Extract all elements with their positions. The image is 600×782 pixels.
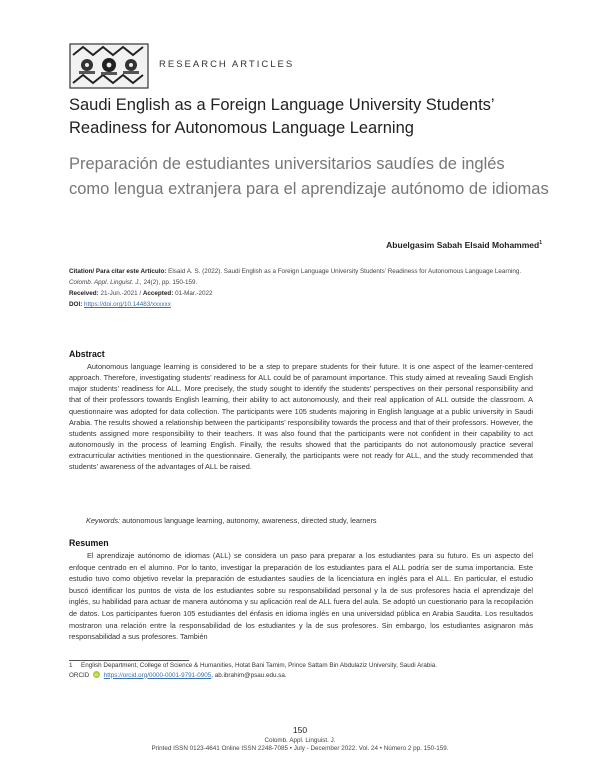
keywords-list: autonomous language learning, autonomy, awareness, directed study, learners: [122, 516, 377, 525]
keywords-line: [86, 516, 377, 525]
resumen-text: El aprendizaje autónomo de idiomas (ALL) se considera un paso para preparar a los estudiantes para su futuro. Es un aspecto del enfoque centrado en el alumno. Por lo tanto, investigar la preparación de los estudiantes para el ALL podría ser de suma importancia. Este estudio tuvo como objetivo revelar la preparación de estudiantes saudíes de la licenciatura en inglés para el ALL. En particular, el estudio buscó identificar los puntos de vista de los estudiantes sobre su responsabilidad personal y la de sus profesores hacia el aprendizaje del inglés, su habilidad para actuar de manera autónoma y su aplicación real de ALL fuera del aula. Se adoptó un cuestionario para la recopilación de datos. Los participantes fueron 105 estudiantes del énfasis en idioma inglés en una universidad pública en Arabia Saudita. Los resultados mostraron una relación entre la responsabilidad de los estudiantes y la de sus profesores. Sin embargo, los estudiantes asignaron más responsabilidad a sus profesores. También: [69, 551, 533, 642]
doi-label: DOI:: [69, 301, 83, 308]
page-number: 150: [292, 725, 308, 735]
resumen-heading: Resumen: [69, 538, 109, 548]
footnote: [69, 661, 549, 680]
orcid-icon: iD: [94, 672, 99, 678]
footnote-affiliation: English Department, College of Science & Humanities, Hotat Bani Tamim, Prince Sattam Bin Abdulaziz University, Saudi Arabia.: [81, 662, 438, 669]
abstract-text: Autonomous language learning is considered to be a step to prepare students for their future. It is one aspect of the learner-centered approach. Therefore, investigating students’ readiness for ALL could be of paramount importance. This study aimed at revealing Saudi English major students’ readiness for ALL. More precisely, the study sought to identify the students’ perspectives on their personal responsibility and that of their professors towards English learning, their ability to act autonomously, and their real application of ALL outside the classroom. A questionnaire was adopted for data collection. The participants were 105 students majoring in English language at a public university in Saudi Arabia. The results showed a relationship between the participants’ responsibility towards the process and that of their professors. However, the students assigned more responsibility to their teachers. It was also found that the participants were not confident in their capability to act autonomously in the process of learning English. Finally, the results showed that the participants do not autonomously practice several extracurricular activities mentioned in the questionnaire. Generally, the participants were not ready for ALL, and the study recommended that students’ awareness of the advantages of ALL be raised.: [69, 362, 533, 472]
author-email: , ab.ibrahim@psau.edu.sa.: [211, 671, 287, 679]
keywords-label: Keywords:: [86, 516, 121, 525]
footnote-number: 1: [69, 662, 73, 669]
footnote-affiliation-line: [69, 661, 549, 671]
article-metadata: [69, 266, 539, 310]
citation-journal: Colomb. Appl. Linguist. J.,: [69, 279, 142, 286]
accepted-date: 01-Mar.-2022: [175, 290, 213, 297]
citation-text: Elsaid A. S. (2022). Saudi English as a Foreign Language University Students’ Readiness for Autonomous Language Learning.: [168, 268, 522, 275]
abstract-heading: Abstract: [69, 349, 105, 359]
citation-continuation: [69, 277, 539, 288]
received-date: 21-Jun.-2021: [100, 290, 138, 297]
journal-logo-icon: [69, 43, 149, 89]
citation-line: [69, 266, 539, 277]
doi-line: [69, 299, 539, 310]
citation-label: Citation/ Para citar este Artículo:: [69, 268, 167, 275]
footnote-orcid-line: [69, 671, 549, 681]
article-title-english: Saudi English as a Foreign Language University Students’ Readiness for Autonomous Language Learning: [69, 96, 494, 137]
citation-issue: 24(2), pp. 150-159.: [143, 279, 198, 286]
doi-link[interactable]: https://doi.org/10.14483/xxxxxx: [84, 301, 171, 308]
received-label: Received:: [69, 290, 99, 297]
orcid-label: ORCID: [69, 671, 90, 679]
orcid-link[interactable]: https://orcid.org/0000-0001-9791-0905: [103, 671, 212, 679]
dates-line: Received: 21-Jun.-2021 / Accepted: 01-Mar.-2022: [69, 290, 213, 297]
author-name: Abuelgasim Sabah Elsaid Mohammed: [386, 240, 540, 250]
section-label: RESEARCH ARTICLES: [159, 59, 295, 70]
issn-line: Printed ISSN 0123-4641 Online ISSN 2248-7085 • July - December 2022. Vol. 24 • Número 2 pp. 150-159.: [151, 745, 449, 752]
accepted-label: Accepted:: [142, 290, 174, 297]
journal-name: Colomb. Appl. Linguist. J.: [264, 737, 336, 744]
author-line: [386, 240, 542, 250]
author-footnote-mark: 1: [539, 240, 542, 247]
article-title-spanish: Preparación de estudiantes universitarios saudíes de inglés como lengua extranjera para el aprendizaje autónomo de idiomas: [69, 155, 549, 198]
